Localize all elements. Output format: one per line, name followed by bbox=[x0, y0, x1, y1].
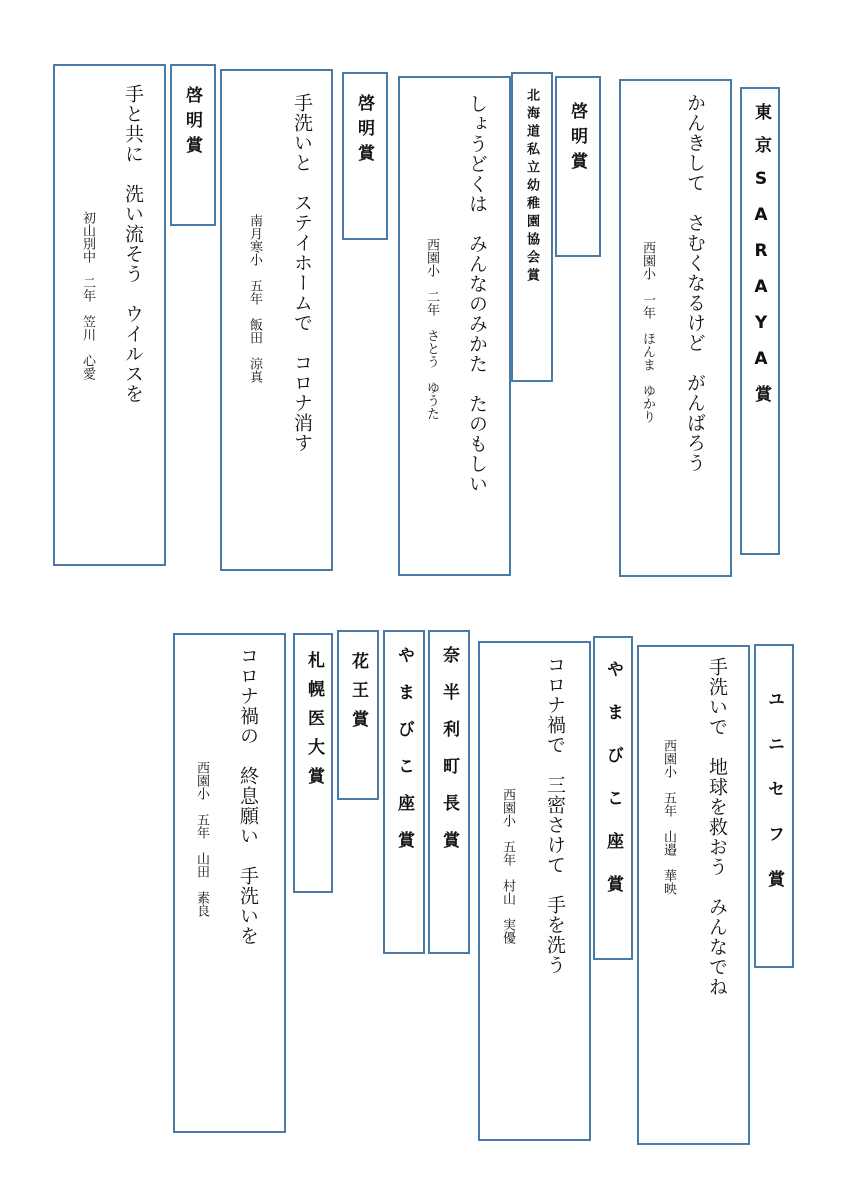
award-label: 東京SARAYA賞 bbox=[751, 103, 771, 418]
award-label: 啓明賞 bbox=[567, 102, 587, 177]
award-label: 啓明賞 bbox=[354, 94, 374, 169]
award-tag-1 bbox=[170, 64, 216, 226]
haiku-author: 西園小 五年 村山 実優 bbox=[500, 788, 515, 944]
haiku-author: 南月寒小 五年 飯田 涼真 bbox=[247, 214, 262, 383]
award-label: 花王賞 bbox=[348, 652, 368, 739]
award-tag-3a bbox=[511, 72, 553, 382]
award-tag-5c bbox=[383, 630, 425, 954]
haiku-card-4 bbox=[619, 79, 732, 577]
haiku-card-7 bbox=[637, 645, 750, 1145]
haiku-text: しょうどくは みんなのみかた たのもしい bbox=[466, 94, 488, 494]
award-tag-2 bbox=[342, 72, 388, 240]
haiku-card-2 bbox=[220, 69, 333, 571]
award-label: やまびこ座賞 bbox=[603, 660, 623, 918]
award-tag-5a bbox=[293, 633, 333, 893]
haiku-text: 手洗いと ステイホームで コロナ消す bbox=[291, 93, 313, 453]
award-label: 札幌医大賞 bbox=[304, 651, 324, 796]
haiku-author: 初山別中 二年 笠川 心愛 bbox=[80, 211, 95, 380]
award-tag-5b bbox=[337, 630, 379, 800]
haiku-author: 西園小 五年 山邉 華映 bbox=[661, 739, 676, 895]
haiku-author: 西園小 二年 さとう ゆうた bbox=[424, 238, 439, 420]
award-label: ユニセフ賞 bbox=[764, 690, 784, 915]
award-tag-4 bbox=[740, 87, 780, 555]
award-tag-5d bbox=[428, 630, 470, 954]
award-label: 北海道私立幼稚園協会賞 bbox=[524, 88, 539, 286]
haiku-author: 西園小 五年 山田 素良 bbox=[194, 761, 209, 917]
award-tag-7 bbox=[754, 644, 794, 968]
haiku-card-6 bbox=[478, 641, 591, 1141]
haiku-card-3 bbox=[398, 76, 511, 576]
haiku-text: コロナ禍の 終息願い 手洗いを bbox=[237, 646, 259, 946]
haiku-card-1 bbox=[53, 64, 166, 566]
haiku-card-5 bbox=[173, 633, 286, 1133]
haiku-text: かんきして さむくなるけど がんばろう bbox=[684, 93, 706, 473]
award-label: 啓明賞 bbox=[182, 86, 202, 161]
award-tag-6 bbox=[593, 636, 633, 960]
award-label: 奈半利町長賞 bbox=[439, 646, 459, 868]
award-tag-3b bbox=[555, 76, 601, 257]
haiku-text: コロナ禍で 三密さけて 手を洗う bbox=[544, 655, 566, 975]
haiku-text: 手と共に 洗い流そう ウイルスを bbox=[122, 84, 144, 404]
award-label: やまびこ座賞 bbox=[394, 646, 414, 868]
haiku-author: 西園小 一年 ほんま ゆかり bbox=[640, 241, 655, 423]
haiku-text: 手洗いで 地球を救おう みんなでね bbox=[706, 657, 728, 997]
